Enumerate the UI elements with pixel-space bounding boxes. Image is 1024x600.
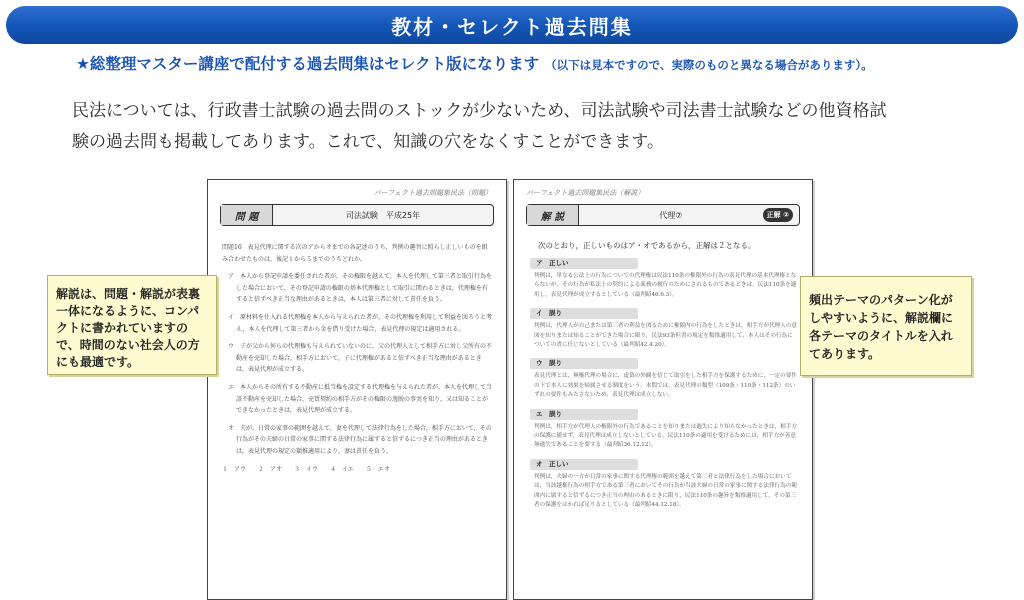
- intro-paragraph: [72, 96, 972, 158]
- explanation-label: オ 正しい: [530, 459, 638, 470]
- explanation-list: [530, 258, 798, 519]
- explanation-tag: 解 説: [527, 205, 579, 225]
- intro-line-1: 民法については、行政書士試験の過去問のストックが少ないため、司法試験や司法書士試験などの他資格試: [72, 101, 887, 121]
- question-page-sample: [207, 179, 507, 600]
- right-callout-note: 頻出テーマのパターン化がしやすいように、解説欄に各テーマのタイトルを入れてあります。: [800, 276, 972, 376]
- explanation-text: 判例は，相手方が代理人の権限外の行為であることを知りまたは過失により知らなかったときは，相手方の保護に値せず，表見代理は成立しないとしている。民法110条の適用を受けるためには，相手方が善意無過失であることを要する（最判昭36.12.12）。: [534, 423, 797, 449]
- explanation-text: 判例は，夫婦の一方が日常の家事に関する代理権の範囲を越えて第三者と法律行為をした場合においては，当該越権行為の相手方である第三者においてその行為が当該夫婦の日常の家事に関する法律行為の範囲内に属すると信ずるにつき正当の理由のあるときに限り，民法110条の趣旨を類推適用して，その第三者の保護をはかれば足りるとしている（最判昭44.12.18）。: [534, 473, 797, 509]
- explanation-item: [530, 308, 798, 350]
- explanation-running-head: パーフェクト過去問題集民法（解説）: [526, 189, 645, 197]
- explanation-text: 判例は，単なる公法上の行為についての代理権は民法110条の権限外の行為の表見代理の基本代理権とならないが，その行為が私法上の契約による義務の履行のためにされるものであるときは，民法110条を適用し，表見代理が成立するとしている（最判昭46.6.3）。: [534, 273, 797, 298]
- explanation-header-bar: [526, 204, 800, 226]
- explanation-item: [530, 459, 798, 511]
- question-text: [222, 242, 492, 481]
- explanation-item: [530, 258, 798, 300]
- explanation-text: 判例は，代理人が自己または第三者の利益を図るために権限内の行為をしたときは，相手方が代理人の意図を知りまたは知ることができた場合に限り，民法93条但書の規定を類推適用して，本人はその行為についての責に任じないとしている（最判昭42.4.20）。: [534, 323, 797, 349]
- subtitle: [76, 52, 873, 74]
- subtitle-note: （以下は見本ですので、実際のものと異なる場合があります）。: [545, 58, 873, 72]
- explanation-label: ウ 誤り: [530, 358, 638, 369]
- explanation-label: イ 誤り: [530, 308, 638, 319]
- explanation-page-sample: [513, 179, 813, 600]
- question-stem: 問題16 表見代理に関する次のアからオまでの各記述のうち，判例の趣旨に照らし正しいものを組み合わせたものは，後記１から５までのうちどれか。: [222, 244, 488, 263]
- subtitle-main: ★総整理マスター講座で配付する過去問集はセレクト版になります: [76, 55, 540, 73]
- explanation-item: [530, 358, 798, 400]
- intro-line-2: 験の過去問も掲載してあります。これで、知識の穴をなくすことができます。: [72, 132, 664, 152]
- explanation-header-title: 代理⑦: [659, 210, 683, 220]
- explanation-text: 表見代理とは，無権代理の場合に，虚偽の外観を信じて取引をした相手方を保護するために，一定の要件の下で本人に効果を帰属させる制度をいう。本問では，表見代理の類型（109条・110条・112条）のいずれの要件もみたさないため，表見代理は成立しない。: [534, 373, 797, 399]
- question-option: オ 夫が，日常の家事の範囲を越えて，妻を代理して法律行為をした場合，相手方において，その行為がその夫婦の日常の家事に関する法律行為に属すると信ずるにつき正当の理由があるときは，表見代理の規定の類推適用により，妻は責任を負う。: [228, 424, 492, 455]
- question-running-head: パーフェクト過去問題集民法（問題）: [373, 189, 492, 197]
- question-option: ア 本人から登記申請を委任された者が，その権限を越えて，本人を代理して第三者と取引行為をした場合において，その登記申請の権限の基本代理権として取引に関わるときは，代理権を有すると信ずべき正当な理由があるときは，本人は第三者に対して責任を負う。: [228, 273, 492, 304]
- title-banner: [6, 6, 1018, 44]
- left-callout-note: 解説は、問題・解説が表裏一体になるように、コンパクトに書かれていますので、時間のない社会人の方にも最適です。: [47, 275, 217, 375]
- banner-title: 教材・セレクト過去問集: [391, 14, 633, 39]
- question-option: エ 本人からその所有する不動産に抵当権を設定する代理権を与えられた者が，本人を代理して当該不動産を売却した場合，売買契約の相手方がその権限の逸脱の事実を知り，又は知ることができなかったときは，表見代理が成立する。: [228, 383, 493, 415]
- answer-choices: １ アウ ２ アオ ３ イウ ４ イエ ５ エオ: [222, 465, 390, 473]
- question-header-title: 司法試験 平成25年: [345, 210, 421, 220]
- question-tag: 問 題: [221, 205, 273, 225]
- answer-lead: 次のとおり，正しいものはア・オであるから，正解は２となる。: [538, 241, 756, 250]
- question-option: イ 原材料を仕入れる代理権を本人から与えられた者が，その代理権を利用して利益を図ろうと考え，本人を代理して第三者から金を借り受けた場合，表見代理の規定は適用される。: [228, 313, 493, 333]
- correct-answer-badge: 正解 ②: [763, 208, 793, 222]
- question-option: ウ 子が父から何らの代理権も与えられていないのに，父の代理人として相手方に対し父所有の不動産を売却した場合，相手方において，子に代理権があると信ずべき正当な理由があるときは，表見代理が成立する。: [228, 343, 493, 374]
- explanation-item: [530, 409, 798, 451]
- explanation-label: ア 正しい: [530, 258, 638, 269]
- question-header-bar: [220, 204, 494, 226]
- explanation-label: エ 誤り: [530, 409, 638, 420]
